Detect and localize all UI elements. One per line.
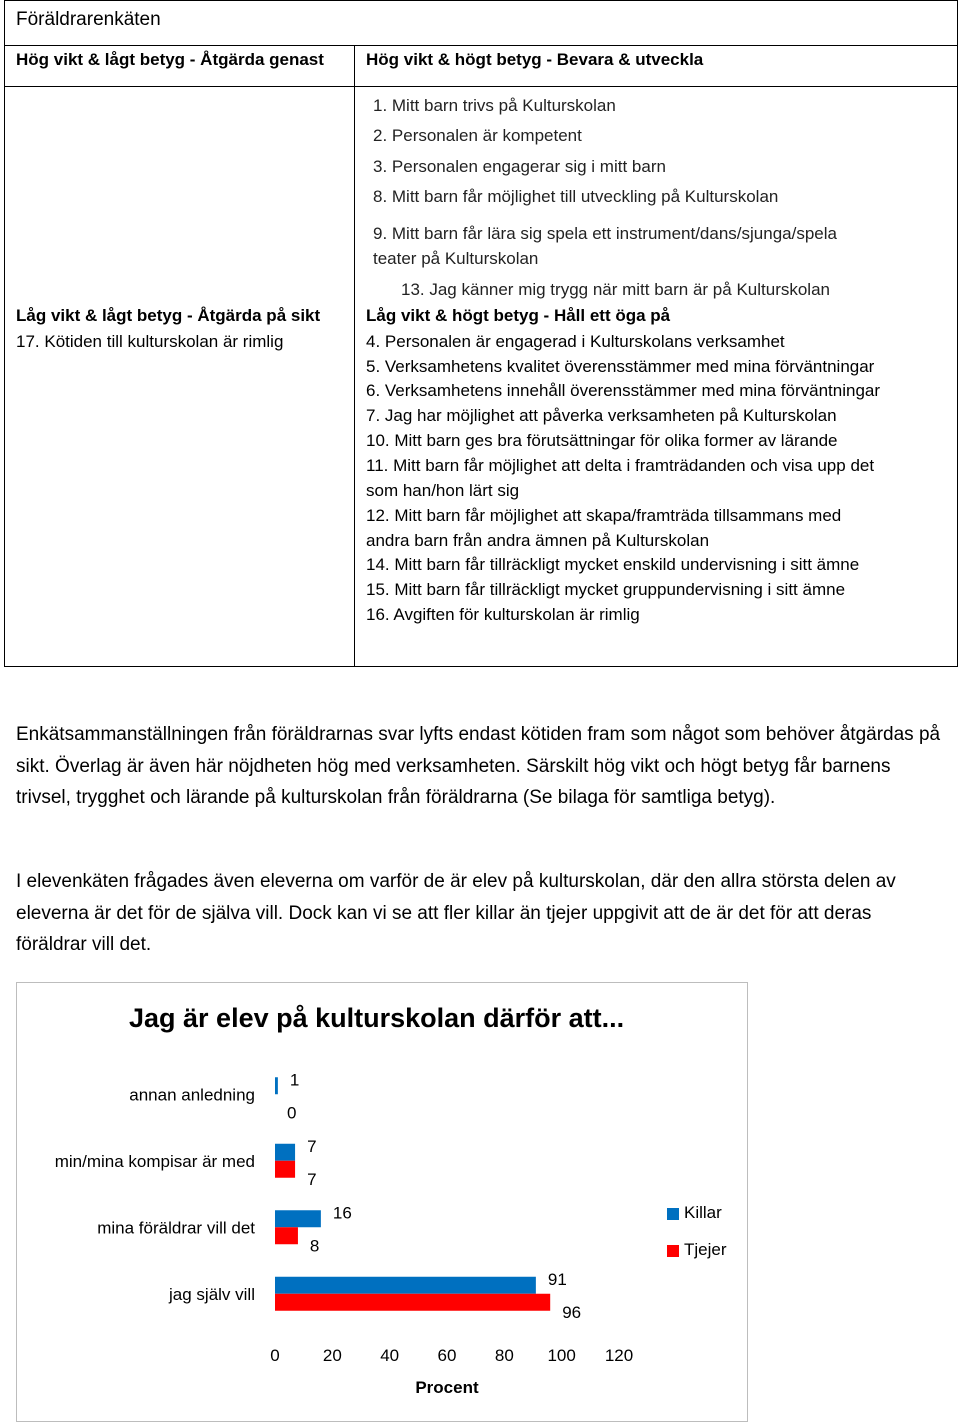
list-item: teater på Kulturskolan xyxy=(373,249,539,268)
list-item: 1. Mitt barn trivs på Kulturskolan xyxy=(373,96,616,115)
row-divider xyxy=(5,45,957,46)
list-item: 17. Kötiden till kulturskolan är rimlig xyxy=(16,332,284,351)
row-divider xyxy=(5,86,957,87)
category-label: mina föräldrar vill det xyxy=(97,1218,255,1238)
bar-tjejer xyxy=(275,1227,298,1244)
list-item: andra barn från andra ämnen på Kulturskolan xyxy=(366,531,710,550)
bar-killar xyxy=(275,1277,536,1294)
list-item: 7. Jag har möjlighet att påverka verksamheten på Kulturskolan xyxy=(366,406,837,425)
list-item: 4. Personalen är engagerad i Kulturskolans verksamhet xyxy=(366,332,785,351)
chart-title: Jag är elev på kulturskolan därför att... xyxy=(129,1003,625,1033)
chart-canvas xyxy=(17,983,749,1423)
list-item: som han/hon lärt sig xyxy=(366,481,520,500)
list-item: 11. Mitt barn får möjlighet att delta i framträdanden och visa upp det xyxy=(366,456,875,475)
column-divider xyxy=(354,45,355,666)
quadrant-heading-low-high: Låg vikt & högt betyg - Håll ett öga på xyxy=(366,306,671,325)
summary-paragraph: Enkätsammanställningen från föräldrarnas svar lyfts endast kötiden fram som något som behöver åtgärdas på sikt. Överlag är även här nöjdheten hög med verksamheten. Särskilt hög vikt och högt betyg får barnens trivsel, trygghet och lärande på kulturskolan från föräldrarna (Se bilaga för samtliga betyg). xyxy=(16,724,941,808)
data-label: 8 xyxy=(309,1236,320,1256)
quadrant-heading-high-low: Hög vikt & lågt betyg - Åtgärda genast xyxy=(16,50,324,69)
category-label: min/mina kompisar är med xyxy=(54,1151,255,1171)
bar-tjejer xyxy=(275,1294,550,1311)
data-label: 7 xyxy=(307,1136,317,1156)
x-axis-label: Procent xyxy=(415,1378,479,1397)
x-tick-label: 0 xyxy=(270,1346,280,1365)
x-tick-label: 40 xyxy=(380,1346,400,1365)
bar-killar xyxy=(275,1144,295,1161)
bar-killar xyxy=(275,1210,321,1227)
data-label: 7 xyxy=(307,1169,317,1189)
legend-swatch-icon xyxy=(667,1208,679,1220)
bar-killar xyxy=(275,1077,278,1094)
list-item: 13. Jag känner mig trygg när mitt barn är på Kulturskolan xyxy=(401,280,830,299)
list-item: 3. Personalen engagerar sig i mitt barn xyxy=(373,157,666,176)
list-item: 15. Mitt barn får tillräckligt mycket gruppundervisning i sitt ämne xyxy=(366,580,846,599)
legend-swatch-icon xyxy=(667,1245,679,1257)
matrix-title: Föräldrarenkäten xyxy=(16,9,161,30)
bar-chart xyxy=(16,982,748,1422)
list-item: 5. Verksamhetens kvalitet överensstämmer med mina förväntningar xyxy=(366,357,875,376)
priority-matrix xyxy=(4,0,958,667)
list-item: 8. Mitt barn får möjlighet till utveckling på Kulturskolan xyxy=(373,187,779,206)
quadrant-heading-high-high: Hög vikt & högt betyg - Bevara & utveckla xyxy=(366,50,704,69)
legend-item-killar xyxy=(667,1203,722,1223)
list-item: 9. Mitt barn får lära sig spela ett instrument/dans/sjunga/spela xyxy=(373,224,837,243)
x-tick-label: 100 xyxy=(547,1346,576,1365)
x-tick-label: 80 xyxy=(494,1346,514,1365)
list-item: 2. Personalen är kompetent xyxy=(373,126,582,145)
legend-item-tjejer xyxy=(667,1240,727,1260)
legend-label: Killar xyxy=(684,1203,722,1222)
x-tick-label: 60 xyxy=(437,1346,457,1365)
list-item: 16. Avgiften för kulturskolan är rimlig xyxy=(366,605,640,624)
data-label: 1 xyxy=(289,1070,300,1090)
category-label: annan anledning xyxy=(129,1085,255,1105)
data-label: 91 xyxy=(547,1269,567,1289)
category-label: jag själv vill xyxy=(169,1284,255,1304)
list-item: 14. Mitt barn får tillräckligt mycket enskild undervisning i sitt ämne xyxy=(366,555,860,574)
list-item: 12. Mitt barn får möjlighet att skapa/framträda tillsammans med xyxy=(366,506,842,525)
data-label: 0 xyxy=(287,1103,297,1123)
quadrant-heading-low-low: Låg vikt & lågt betyg - Åtgärda på sikt xyxy=(16,306,321,325)
data-label: 16 xyxy=(332,1203,352,1223)
list-item: 6. Verksamhetens innehåll överensstämmer med mina förväntningar xyxy=(366,381,881,400)
student-survey-paragraph: I elevenkäten frågades även eleverna om varför de är elev på kulturskolan, där den allra största delen av eleverna är det för de själva vill. Dock kan vi se att fler killar än tjejer uppgivit att de är det för att deras föräldrar vill det. xyxy=(16,871,896,955)
x-tick-label: 120 xyxy=(604,1346,634,1365)
legend-label: Tjejer xyxy=(684,1240,727,1259)
bar-tjejer xyxy=(275,1161,295,1178)
x-tick-label: 20 xyxy=(322,1346,342,1365)
list-item: 10. Mitt barn ges bra förutsättningar för olika former av lärande xyxy=(366,431,838,450)
data-label: 96 xyxy=(562,1302,582,1322)
